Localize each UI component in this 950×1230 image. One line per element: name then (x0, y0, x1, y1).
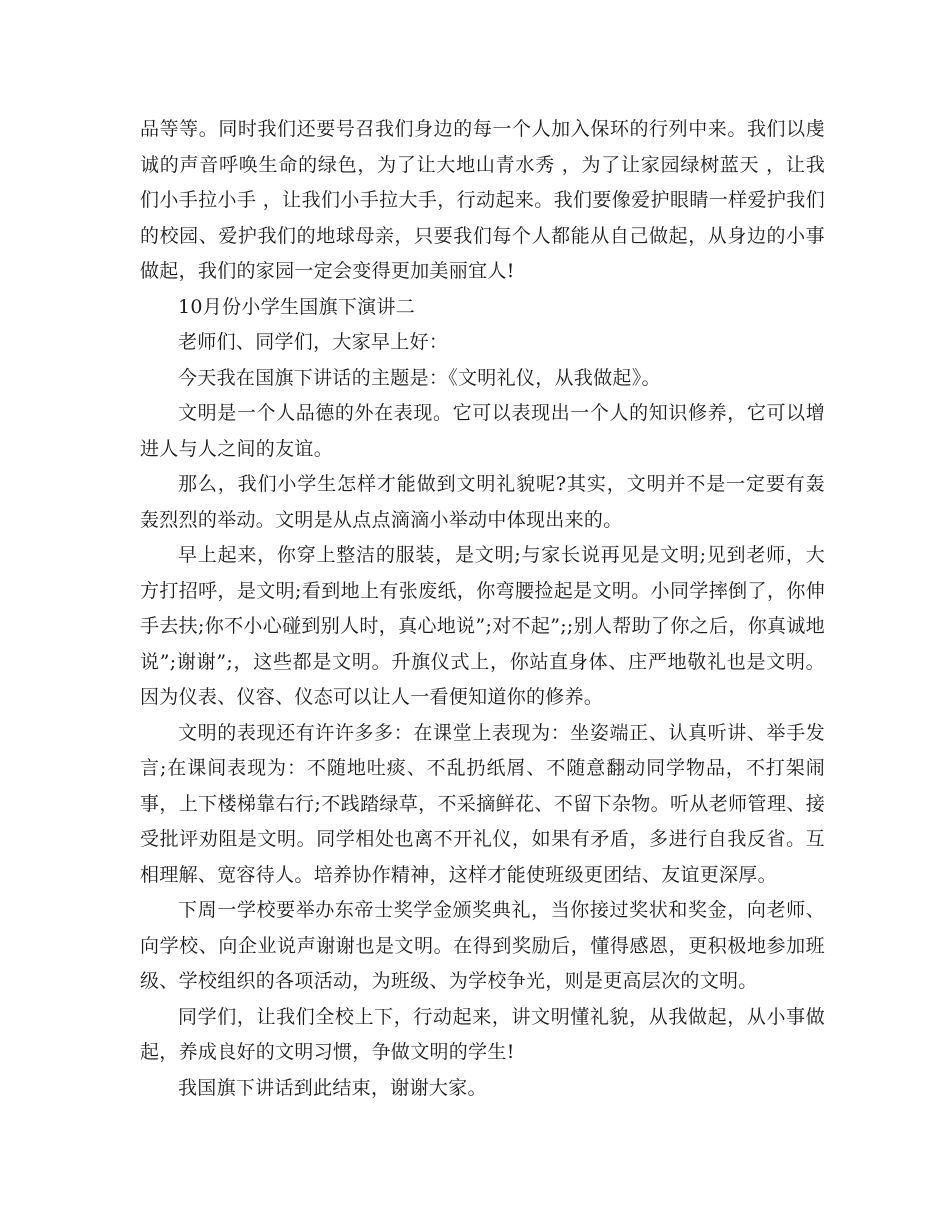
document-body (140, 112, 825, 1106)
paragraph: 下周一学校要举办东帝士奖学金颁奖典礼，当你接过奖状和奖金，向老师、向学校、向企业说声谢谢也是文明。在得到奖励后，懂得感恩，更积极地参加班级、学校组织的各项活动，为班级、为学校争光，则是更高层次的文明。 (140, 899, 825, 992)
greeting: 老师们、同学们，大家早上好： (178, 331, 449, 353)
paragraph: 同学们，让我们全校上下，行动起来，讲文明懂礼貌，从我做起，从小事做起，养成良好的文明习惯，争做文明的学生! (140, 1005, 825, 1063)
speech-topic: 今天我在国旗下讲话的主题是：《文明礼仪，从我做起》。 (178, 366, 661, 389)
paragraph: 文明的表现还有许许多多：在课堂上表现为：坐姿端正、认真听讲、举手发言;在课间表现为：不随地吐痰、不乱扔纸屑、不随意翻动同学物品，不打架闹事，上下楼梯靠右行;不践踏绿草，不采摘鲜花、不留下杂物。听从老师管理、接受批评劝阻是文明。同学相处也离不开礼仪，如果有矛盾，多进行自我反省。互相理解、宽容待人。培养协作精神，这样才能使班级更团结、友谊更深厚。 (140, 721, 825, 886)
paragraph: 早上起来，你穿上整洁的服装，是文明;与家长说再见是文明;见到老师，大方打招呼，是文明;看到地上有张废纸，你弯腰捡起是文明。小同学摔倒了，你伸手去扶;你不小心碰到别人时，真心地说”;对不起”;;别人帮助了你之后，你真诚地说”;谢谢”;，这些都是文明。升旗仪式上，你站直身体、庄严地敬礼也是文明。因为仪表、仪容、仪态可以让人一看便知道你的修养。 (140, 544, 825, 708)
closing-line: 我国旗下讲话到此结束，谢谢大家。 (178, 1076, 487, 1099)
section-heading: 10月份小学生国旗下演讲二 (178, 295, 416, 318)
paragraph: 那么，我们小学生怎样才能做到文明礼貌呢?其实，文明并不是一定要有轰轰烈烈的举动。文明是从点点滴滴小举动中体现出来的。 (140, 473, 825, 531)
paragraph-continuation: 品等等。同时我们还要号召我们身边的每一个人加入保环的行列中来。我们以虔诚的声音呼唤生命的绿色，为了让大地山青水秀 ，为了让家园绿树蓝天 ，让我们小手拉小手 ，让我们小手拉大手，行动起来。我们要像爱护眼睛一样爱护我们的校园、爱护我们的地球母亲，只要我们每个人都能从自己做起，从身边的小事做起，我们的家园一定会变得更加美丽宜人! (140, 118, 825, 282)
paragraph: 文明是一个人品德的外在表现。它可以表现出一个人的知识修养，它可以增进人与人之间的友谊。 (140, 402, 825, 460)
